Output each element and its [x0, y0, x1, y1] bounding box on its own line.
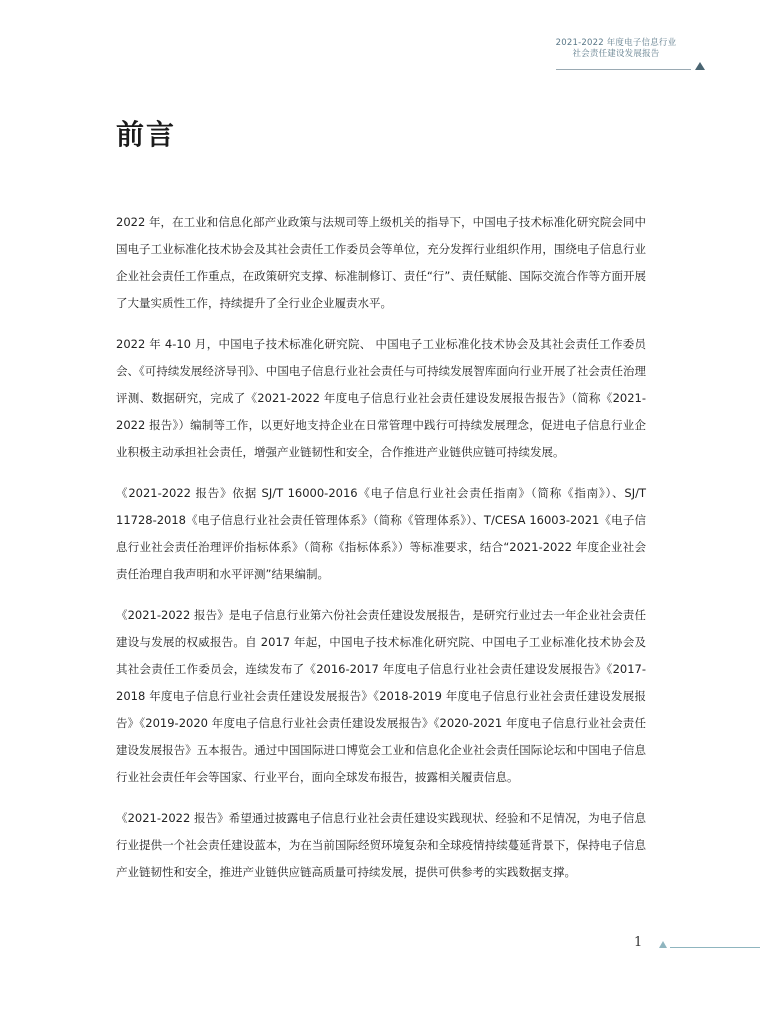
- triangle-marker-icon: [695, 62, 705, 70]
- page-number: 1: [634, 935, 643, 950]
- header-divider: [556, 69, 691, 70]
- body-text: [116, 209, 646, 900]
- paragraph-3: 《2021-2022 报告》依据 SJ/T 16000-2016《电子信息行业社会责任指南》（简称《指南》）、SJ/T 11728-2018《电子信息行业社会责任管理体系》（简称《管理体系》）、T/CESA 16003-2021《电子信息行业社会责任治理评价指标体系》（简称《指标体系》）等标准要求，结合“2021-2022 年度企业社会责任治理自我声明和水平评测”结果编制。: [116, 486, 646, 581]
- running-header: [516, 38, 716, 60]
- triangle-marker-icon: [659, 941, 667, 948]
- footer-divider: [670, 947, 760, 948]
- page-title: 前言: [116, 118, 177, 151]
- paragraph-4: 《2021-2022 报告》是电子信息行业第六份社会责任建设发展报告，是研究行业过去一年企业社会责任建设与发展的权威报告。自 2017 年起，中国电子技术标准化研究院、中国电子工业标准化技术协会及其社会责任工作委员会，连续发布了《2016-2017 年度电子信息行业社会责任建设发展报告》《2017-2018 年度电子信息行业社会责任建设发展报告》《2018-2019 年度电子信息行业社会责任建设发展报告》《2019-2020 年度电子信息行业社会责任建设发展报告》《2020-2021 年度电子信息行业社会责任建设发展报告》五本报告。通过中国国际进口博览会工业和信息化企业社会责任国际论坛和中国电子信息行业社会责任年会等国家、行业平台，面向全球发布报告，披露相关履责信息。: [116, 608, 646, 784]
- paragraph-5: 《2021-2022 报告》希望通过披露电子信息行业社会责任建设实践现状、经验和不足情况，为电子信息行业提供一个社会责任建设蓝本，为在当前国际经贸环境复杂和全球疫情持续蔓延背景下，保持电子信息产业链韧性和安全，推进产业链供应链高质量可持续发展，提供可供参考的实践数据支撑。: [116, 811, 646, 879]
- header-line-2: 社会责任建设发展报告: [572, 49, 660, 59]
- header-line-1: 2021-2022 年度电子信息行业: [555, 38, 677, 48]
- page-footer: [634, 935, 760, 955]
- paragraph-1: 2022 年，在工业和信息化部产业政策与法规司等上级机关的指导下，中国电子技术标准化研究院会同中国电子工业标准化技术协会及其社会责任工作委员会等单位，充分发挥行业组织作用，围绕电子信息行业企业社会责任工作重点，在政策研究支撑、标准制修订、责任“行”、责任赋能、国际交流合作等方面开展了大量实质性工作，持续提升了全行业企业履责水平。: [116, 215, 646, 310]
- paragraph-2: 2022 年 4-10 月，中国电子技术标准化研究院、 中国电子工业标准化技术协会及其社会责任工作委员会、《可持续发展经济导刊》、中国电子信息行业社会责任与可持续发展智库面向行业开展了社会责任治理评测、数据研究，完成了《2021-2022 年度电子信息行业社会责任建设发展报告报告》（简称《2021-2022 报告》）编制等工作，以更好地支持企业在日常管理中践行可持续发展理念，促进电子信息行业企业积极主动承担社会责任，增强产业链韧性和安全，合作推进产业链供应链可持续发展。: [116, 337, 646, 459]
